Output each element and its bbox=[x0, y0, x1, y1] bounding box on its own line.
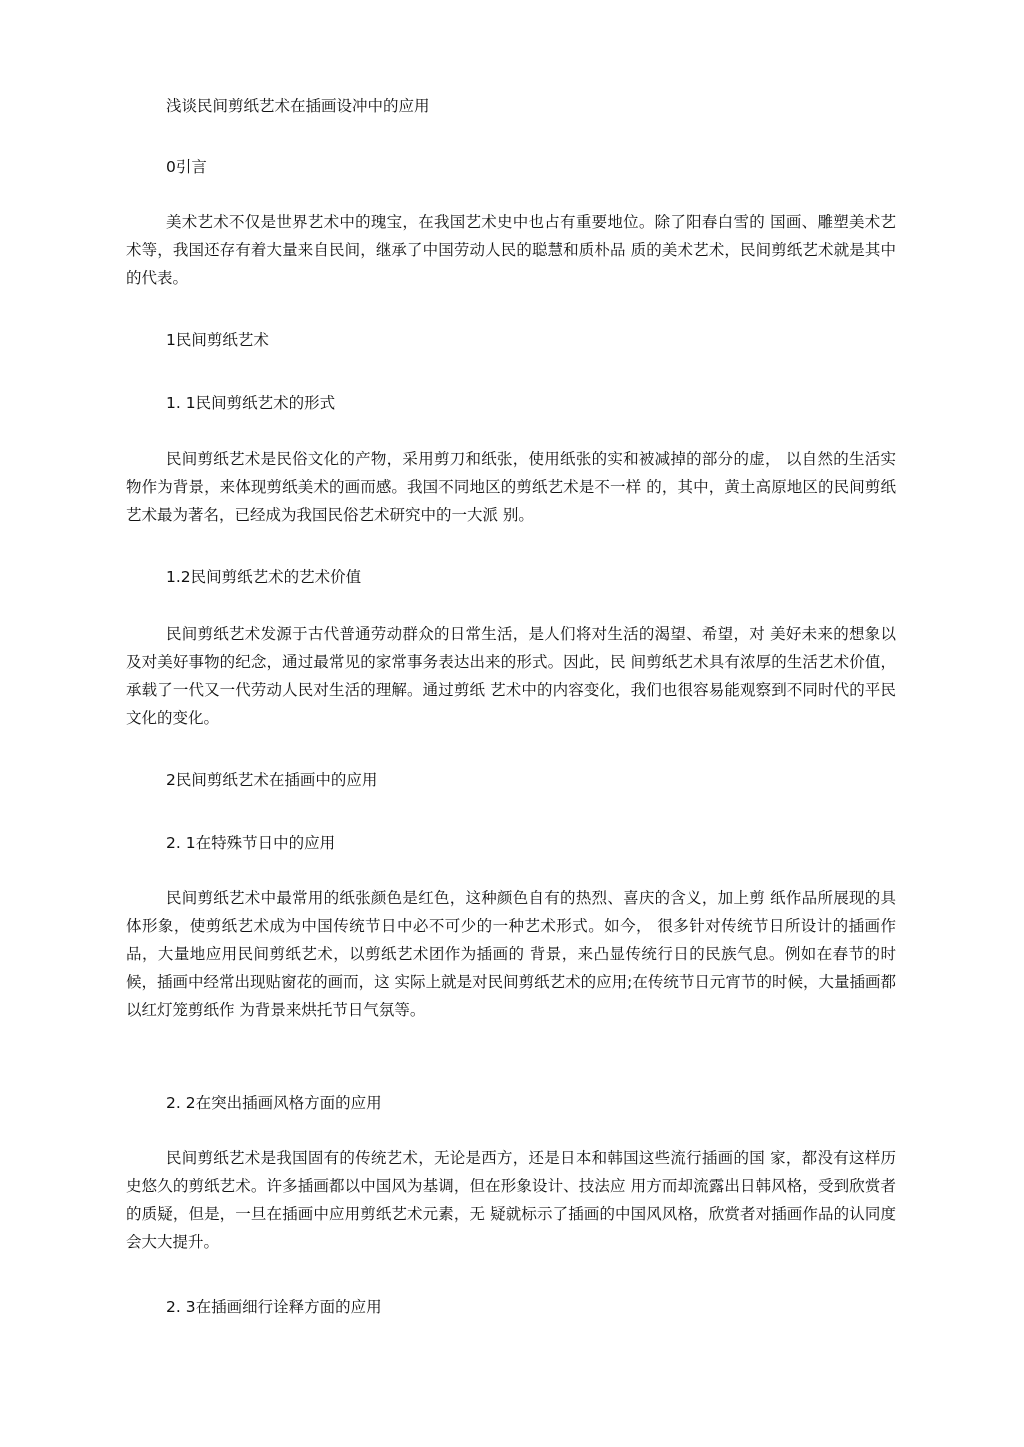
section-1-1-heading: 1. 1民间剪纸艺术的形式 bbox=[166, 394, 336, 412]
section-1-2-paragraph: 民间剪纸艺术发源于古代普通劳动群众的日常生活，是人们将对生活的渴望、希望，对 美好未来的想象以及对美好事物的纪念，通过最常见的家常事务表达出来的形式。因此，民 间剪纸艺术具有浓厚的生活艺术价值，承载了一代又一代劳动人民对生活的理解。通过剪纸 艺术中的内容变化，我们也很容易能观察到不同时代的平民文化的变化。 bbox=[126, 625, 896, 727]
section-2-heading: 2民间剪纸艺术在插画中的应用 bbox=[166, 771, 378, 789]
section-2-2-paragraph: 民间剪纸艺术是我国固有的传统艺术，无论是西方，还是日本和韩国这些流行插画的国 家，都没有这样历史悠久的剪纸艺术。许多插画都以中国风为基调，但在形象设计、技法应 用方而却流露出日韩风格，受到欣赏者的质疑，但是，一旦在插画中应用剪纸艺术元素，无 疑就标示了插画的中国风风格，欣赏者对插画作品的认同度会大大提升。 bbox=[126, 1149, 896, 1251]
section-1-2-heading: 1.2民间剪纸艺术的艺术价值 bbox=[166, 568, 362, 586]
section-2-2-heading: 2. 2在突出插画风格方面的应用 bbox=[166, 1094, 382, 1112]
section-2-3-heading: 2. 3在插画细行诠释方面的应用 bbox=[166, 1298, 382, 1316]
section-2-1-paragraph: 民间剪纸艺术中最常用的纸张颜色是红色，这种颜色自有的热烈、喜庆的含义，加上剪 纸作品所展现的具体形象，使剪纸艺术成为中国传统节日中必不可少的一种艺术形式。如今， 很多针对传统节日所设计的插画作品，大量地应用民间剪纸艺术，以剪纸艺术团作为插画的 背景，来凸显传统行日的民族气息。例如在春节的时候，插画中经常出现贴窗花的画而，这 实际上就是对民间剪纸艺术的应用;在传统节日元宵节的时候，大量插画都以红灯笼剪纸作 为背景来烘托节日气氛等。 bbox=[126, 889, 896, 1019]
document-title: 浅谈民间剪纸艺术在插画设冲中的应用 bbox=[166, 97, 430, 115]
section-2-1-heading: 2. 1在特殊节日中的应用 bbox=[166, 834, 336, 852]
section-1-1-paragraph: 民间剪纸艺术是民俗文化的产物，采用剪刀和纸张，使用纸张的实和被减掉的部分的虚， 以自然的生活实物作为背景，来体现剪纸美术的画而感。我国不同地区的剪纸艺术是不一样 的，其中，黄土高原地区的民间剪纸艺术最为著名，已经成为我国民俗艺术研究中的一大派 别。 bbox=[126, 450, 896, 524]
section-1-heading: 1民间剪纸艺术 bbox=[166, 331, 269, 349]
intro-heading: 0引言 bbox=[166, 158, 207, 176]
intro-paragraph: 美术艺术不仅是世界艺术中的瑰宝，在我国艺术史中也占有重要地位。除了阳春白雪的 国画、雕塑美术艺术等，我国还存有着大量来自民间，继承了中国劳动人民的聪慧和质朴品 质的美术艺术，民间剪纸艺术就是其中的代表。 bbox=[126, 213, 896, 287]
